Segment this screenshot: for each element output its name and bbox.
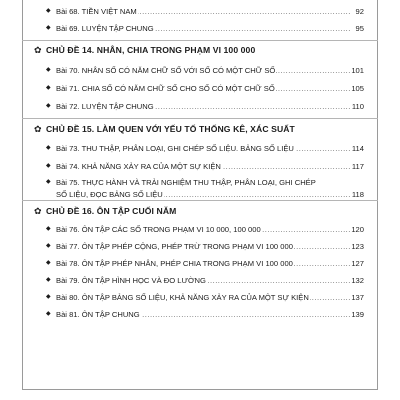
topic-title: CHỦ ĐỀ 15. LÀM QUEN VỚI YẾU TỐ THỐNG KÊ, XÁC SUẤT <box>46 124 295 134</box>
toc-entry-79[interactable] <box>46 273 364 288</box>
diamond-bullet-icon: ◆ <box>46 85 51 91</box>
diamond-bullet-icon: ◆ <box>46 67 51 73</box>
entry-page-number: 95 <box>355 21 364 36</box>
entry-label: Bài 74. KHẢ NĂNG XẢY RA CỦA MỘT SỰ KIỆN <box>56 159 222 174</box>
diamond-bullet-icon: ◆ <box>46 8 51 14</box>
entry-label: Bài 80. ÔN TẬP BẢNG SỐ LIỆU, KHẢ NĂNG XẢY RA CỦA MỘT SỰ KIỆN <box>56 290 310 305</box>
entry-label: Bài 71. CHIA SỐ CÓ NĂM CHỮ SỐ CHO SỐ CÓ MỘT CHỮ SỐ <box>56 81 276 96</box>
entry-page-number: 101 <box>350 63 364 78</box>
entry-label-line2: SỐ LIỆU, ĐỌC BẢNG SỐ LIỆU <box>56 190 163 199</box>
entry-label-continuation <box>56 189 364 200</box>
diamond-bullet-icon: ◆ <box>46 294 51 300</box>
toc-entry-78[interactable] <box>46 256 364 271</box>
diamond-bullet-icon: ◆ <box>46 260 51 266</box>
entry-page-number: 114 <box>351 141 364 156</box>
entry-page-number: 117 <box>351 159 364 174</box>
entry-page-number: 139 <box>350 307 364 322</box>
toc-entry-69[interactable] <box>46 21 364 36</box>
entry-page-number: 118 <box>351 190 364 199</box>
toc-entry-81[interactable] <box>46 307 364 322</box>
entry-label: Bài 70. NHÂN SỐ CÓ NĂM CHỮ SỐ VỚI SỐ CÓ MỘT CHỮ SỐ <box>56 63 276 78</box>
entry-page-number: 137 <box>350 290 364 305</box>
diamond-bullet-icon: ◆ <box>46 243 51 249</box>
toc-entry-72[interactable] <box>46 99 364 114</box>
entry-page-number: 132 <box>350 273 364 288</box>
diamond-bullet-icon: ◆ <box>46 103 51 109</box>
entry-label: Bài 75. THỰC HÀNH VÀ TRẢI NGHIỆM THU THẬP, PHÂN LOẠI, GHI CHÉP <box>56 177 350 189</box>
diamond-bullet-icon: ◆ <box>46 179 51 185</box>
entry-page-number: 123 <box>350 239 364 254</box>
entry-label: Bài 73. THU THẬP, PHÂN LOẠI, GHI CHÉP SỐ LIỆU. BẢNG SỐ LIỆU <box>56 141 295 156</box>
diamond-bullet-icon: ◆ <box>46 311 51 317</box>
diamond-bullet-icon: ◆ <box>46 277 51 283</box>
section-divider <box>22 40 378 41</box>
section-divider <box>22 200 378 201</box>
topic-15-heading <box>34 122 360 136</box>
entry-label: Bài 78. ÔN TẬP PHÉP NHÂN, PHÉP CHIA TRONG PHẠM VI 100 000 <box>56 256 294 271</box>
entry-label: Bài 77. ÔN TẬP PHÉP CỘNG, PHÉP TRỪ TRONG PHẠM VI 100 000 <box>56 239 294 254</box>
toc-entry-68[interactable] <box>46 4 364 19</box>
entry-label: Bài 81. ÔN TẬP CHUNG <box>56 307 141 322</box>
toc-entry-74[interactable] <box>46 159 364 174</box>
entry-page-number: 92 <box>355 4 364 19</box>
toc-entry-70[interactable] <box>46 63 364 78</box>
diamond-bullet-icon: ◆ <box>46 226 51 232</box>
toc-entry-77[interactable] <box>46 239 364 254</box>
entry-label: Bài 69. LUYỆN TẬP CHUNG <box>56 21 155 36</box>
entry-page-number: 105 <box>350 81 364 96</box>
topic-16-heading <box>34 204 360 218</box>
entry-page-number: 110 <box>351 99 364 114</box>
diamond-bullet-icon: ◆ <box>46 163 51 169</box>
star-flower-icon: ✿ <box>34 45 42 55</box>
topic-title: CHỦ ĐỀ 14. NHÂN, CHIA TRONG PHẠM VI 100 000 <box>46 45 256 55</box>
diamond-bullet-icon: ◆ <box>46 145 51 151</box>
toc-entry-80[interactable] <box>46 290 364 305</box>
diamond-bullet-icon: ◆ <box>46 25 51 31</box>
topic-title: CHỦ ĐỀ 16. ÔN TẬP CUỐI NĂM <box>46 206 177 216</box>
entry-page-number: 127 <box>350 256 364 271</box>
toc-entry-71[interactable] <box>46 81 364 96</box>
toc-entry-73[interactable] <box>46 141 364 156</box>
star-flower-icon: ✿ <box>34 206 42 216</box>
entry-label: Bài 72. LUYỆN TẬP CHUNG <box>56 99 155 114</box>
entry-label: Bài 68. TIỀN VIỆT NAM <box>56 4 138 19</box>
star-flower-icon: ✿ <box>34 124 42 134</box>
toc-entry-76[interactable] <box>46 222 364 237</box>
entry-label: Bài 79. ÔN TẬP HÌNH HỌC VÀ ĐO LƯỜNG <box>56 273 207 288</box>
topic-14-heading <box>34 43 360 57</box>
section-divider <box>22 118 378 119</box>
entry-label: Bài 76. ÔN TẬP CÁC SỐ TRONG PHẠM VI 10 000, 100 000 <box>56 222 262 237</box>
entry-page-number: 120 <box>350 222 364 237</box>
